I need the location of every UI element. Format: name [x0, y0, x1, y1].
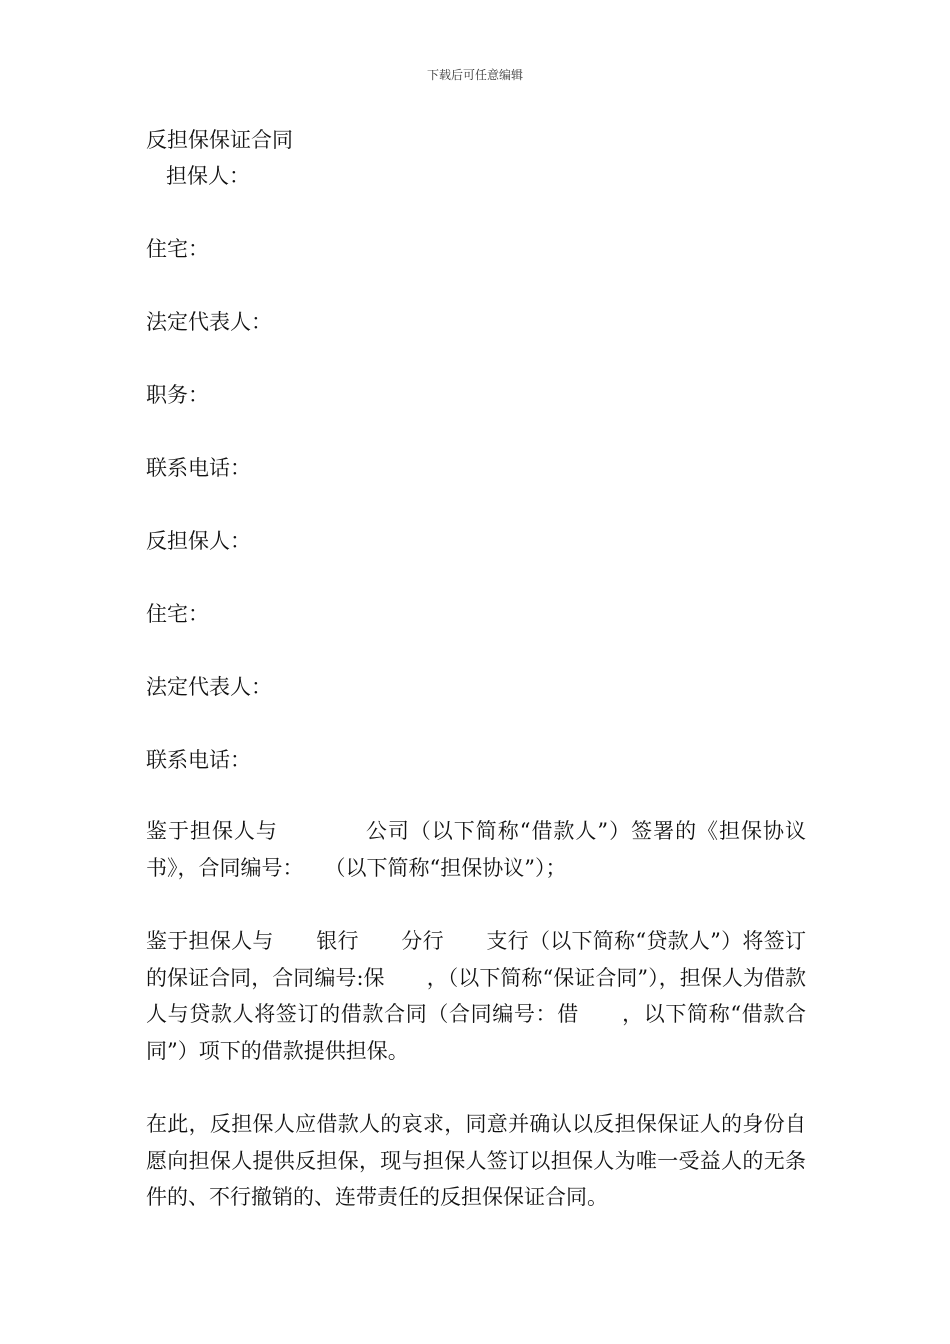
document-title: 反担保保证合同: [146, 128, 293, 152]
recital-paragraph-guarantee-contract: 鉴于担保人与 银行 分行 支行（以下简称“贷款人”）将签订的保证合同，合同编号:保 ，（以下简称“保证合同”），担保人为借款人与贷款人将签订的借款合同（合同编号：借 ，以下简称“借款合同”）项下的借款提供担保。: [146, 929, 806, 1063]
guarantor-position-field: 职务：: [146, 383, 209, 407]
counter-guarantee-statement-paragraph: 在此，反担保人应借款人的哀求，同意并确认以反担保保证人的身份自愿向担保人提供反担保，现与担保人签订以担保人为唯一受益人的无条件的、不行撤销的、连带责任的反担保保证合同。: [146, 1112, 806, 1209]
guarantor-legal-representative-field: 法定代表人：: [146, 310, 272, 334]
recital-paragraph-guarantee-agreement: 鉴于担保人与 公司（以下简称“借款人”）签署的《担保协议书》，合同编号： （以下简称“担保协议”）；: [146, 819, 806, 880]
guarantor-phone-field: 联系电话：: [146, 456, 251, 480]
counter-guarantor-phone-field: 联系电话：: [146, 748, 251, 772]
page-header-note: 下载后可任意编辑: [426, 68, 523, 82]
counter-guarantor-residence-field: 住宅：: [146, 602, 209, 626]
counter-guarantor-field: 反担保人：: [146, 529, 251, 553]
counter-guarantor-legal-representative-field: 法定代表人：: [146, 675, 272, 699]
guarantor-residence-field: 住宅：: [146, 237, 209, 261]
guarantor-field: 担保人：: [166, 164, 250, 188]
